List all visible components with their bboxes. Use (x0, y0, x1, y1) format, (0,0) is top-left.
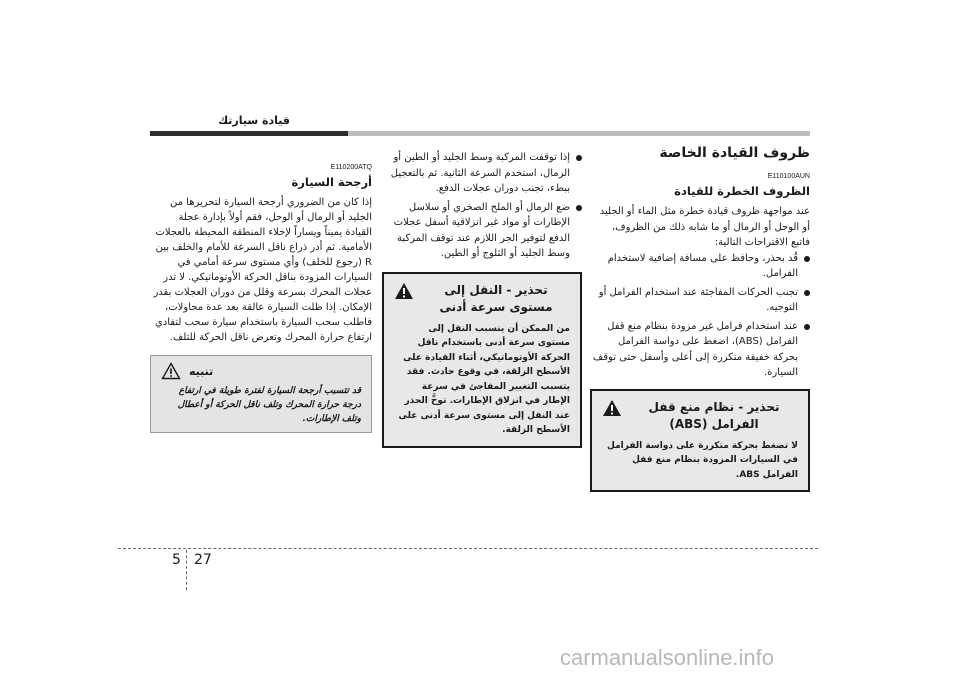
list-item-text: قُد بحذر، وحافظ على مسافة إضافية لاستخدام الفرامل. (607, 252, 798, 279)
tips-list (382, 150, 582, 262)
header-rule-light (348, 131, 810, 136)
footer-dotted-divider (186, 550, 187, 590)
section-title: ظروف القيادة الخاصة (659, 145, 810, 161)
list-item-text: عند استخدام فرامل غير مزودة بنظام منع قفل الفرامل (ABS)، اضغط على دواسة الفرامل بحركة خفيفة متكررة إلى أعلى وأسفل حتى توقف السيارة. (592, 320, 798, 378)
chapter-number: 5 (172, 552, 181, 568)
warning-body: من الممكن أن يتسبب النقل إلى مستوى سرعة أدنى باستخدام ناقل الحركة الأوتوماتيكي، أثناء القيادة على الأسطح الزلقة، في وقوع حادث. فقد يتسبب التغيير المفاجئ في سرعة الإطار في انزلاق الإطارات. توخَّ الحذر عند النقل إلى مستوى سرعة أدنى على الأسطح الزلقة. (398, 323, 570, 435)
bullet-icon (804, 256, 810, 262)
warning-header (394, 282, 570, 316)
page-number: 27 (194, 552, 212, 568)
right-column (590, 145, 810, 492)
bullet-icon (576, 205, 582, 211)
middle-column (382, 150, 582, 448)
downshift-warning-box (382, 272, 582, 448)
section-code: E110200ATQ (330, 164, 372, 171)
bullet-icon (576, 155, 582, 161)
warning-title: تحذير - نظام منع قفل الفرامل (ABS) (648, 399, 780, 431)
bullet-icon (804, 290, 810, 296)
left-column (150, 164, 372, 433)
footer-dotted-rule (118, 548, 818, 549)
warning-body: لا تضغط بحركة متكررة على دواسة الفرامل في السيارات المزودة بنظام منع قفل الفرامل ABS. (607, 440, 798, 480)
warning-title: تحذير - النقل إلى مستوى سرعة أدنى (439, 282, 553, 314)
subsection-title: الظروف الخطرة للقيادة (674, 184, 810, 198)
list-item-text: تجنب الحركات المفاجئة عند استخدام الفرامل أو التوجيه. (598, 286, 798, 313)
watermark: carmanualsonline.info (560, 645, 775, 670)
caution-note-box (150, 355, 372, 433)
warning-header (602, 399, 798, 433)
header-rule-dark (150, 131, 348, 136)
note-title: تنبيه (189, 364, 214, 378)
list-item (590, 319, 810, 381)
list-item (382, 200, 582, 262)
rocking-paragraph: إذا كان من الضروري أرجحة السيارة لتحريرها من الجليد أو الرمال أو الوحل، فقم أولاً بإدارة عجلة القيادة يميناً ويساراً لإخلاء المنطقة المحيطة بالعجلات الأمامية. ثم أدر ذراع ناقل السرعة للأمام والخلف بين R (رجوع للخلف) وأي مستوى سرعة أمامي في السيارات المزودة بناقل الحركة الأوتوماتيكي. لا تدر عجلات المحرك بسرعة وقلل من دوران العجلات بقدر الإمكان. إذا ظلت السيارة عالقة بعد عدة محاولات، فاطلب سحب السيارة باستخدام سيارة سحب لتفادي ارتفاع حرارة المحرك وتعرض ناقل الحركة للتلف. (153, 197, 372, 343)
list-item-text: ضع الرمال أو الملح الصخري أو سلاسل الإطارات أو مواد غير انزلاقية أسفل عجلات الدفع لتوفير الجر اللازم عند توقف المركبة وسط الجليد أو الثلوج أو الطين. (393, 201, 570, 259)
abs-warning-box (590, 389, 810, 493)
bullet-icon (804, 324, 810, 330)
list-item-text: إذا توقفت المركبة وسط الجليد أو الطين أو الرمال، استخدم السرعة الثانية. ثم بالتعجيل ببطء، تجنب دوران عجلات الدفع. (390, 152, 570, 194)
list-item (590, 251, 810, 282)
intro-paragraph: عند مواجهة ظروف قيادة خطرة مثل الماء أو الجليد أو الوحل أو الرمال أو ما شابه ذلك من الظروف، فاتبع الاقتراحات التالية: (599, 206, 810, 248)
caution-triangle-icon (161, 362, 181, 380)
section-code: E110100AUN (767, 173, 810, 180)
subsection-title: أرجحة السيارة (291, 175, 372, 189)
tips-list (590, 251, 810, 381)
list-item (382, 150, 582, 197)
header-section-title: قيادة سيارتك (218, 114, 290, 127)
list-item (590, 285, 810, 316)
note-header (161, 362, 361, 380)
warning-triangle-icon (394, 282, 414, 300)
note-body: قد تتسبب أرجحة السيارة لفترة طويلة في ارتفاع درجة حرارة المحرك وتلف ناقل الحركة أو أعطال وتلف الإطارات. (177, 386, 361, 424)
warning-triangle-icon (602, 399, 622, 417)
